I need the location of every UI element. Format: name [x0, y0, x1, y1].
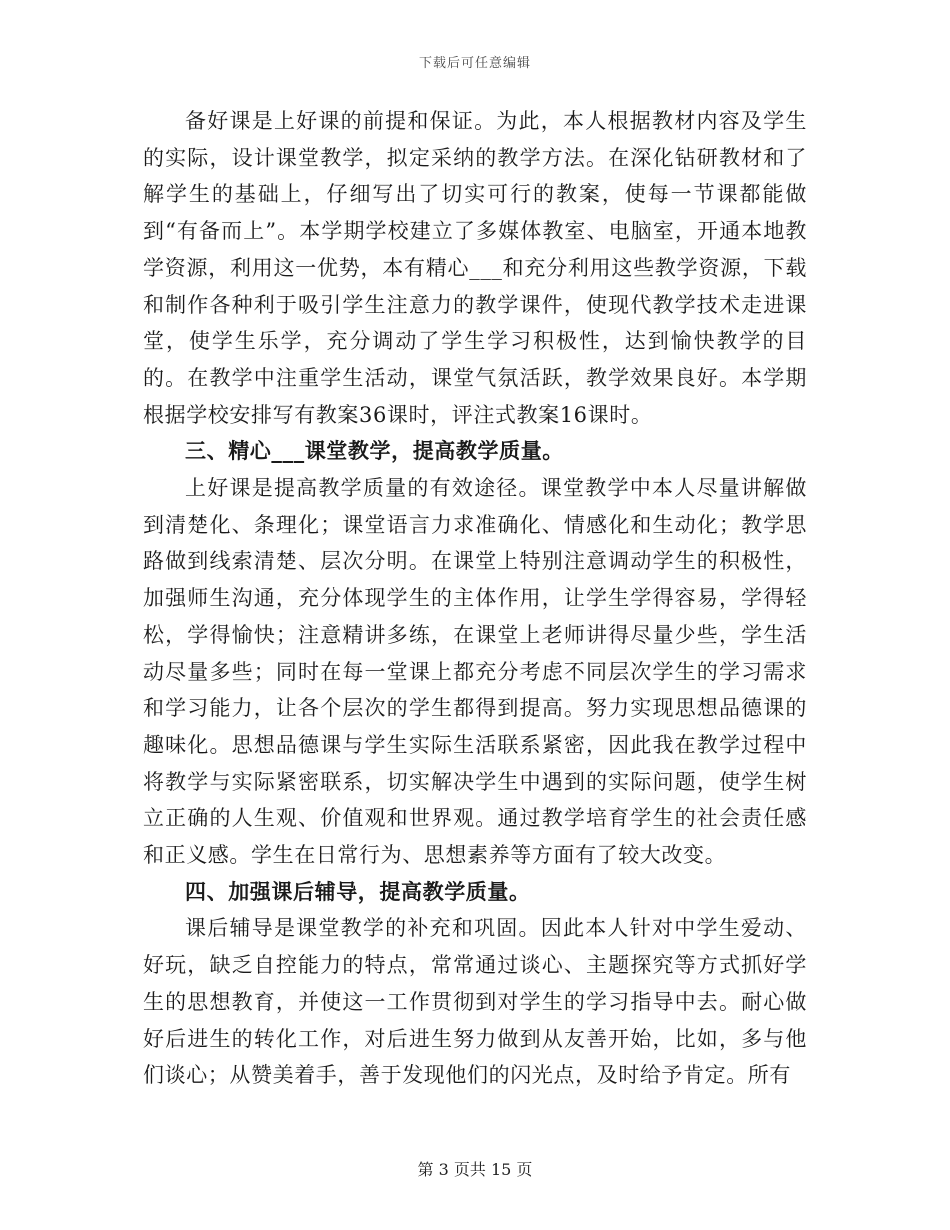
document-body	[143, 103, 807, 1094]
paragraph-after-class-tutoring: 课后辅导是课堂教学的补充和巩固。因此本人针对中学生爱动、好玩，缺乏自控能力的特点，常常通过谈心、主题探究等方式抓好学生的思想教育，并使这一工作贯彻到对学生的学习指导中去。耐心做好后进生的转化工作，对后进生努力做到从友善开始，比如，多与他们谈心；从赞美着手，善于发现他们的闪光点，及时给予肯定。所有	[143, 916, 807, 1088]
section-heading-4: 四、加强课后辅导，提高教学质量。	[185, 878, 531, 904]
section-heading-3: 三、精心___课堂教学，提高教学质量。	[185, 438, 564, 464]
page-header: 下载后可任意编辑	[418, 56, 531, 71]
page-number-footer: 第 3 页共 15 页	[417, 1160, 533, 1179]
paragraph-lesson-prep: 备好课是上好课的前提和保证。为此，本人根据教材内容及学生的实际，设计课堂教学，拟定采纳的教学方法。在深化钻研教材和了解学生的基础上，仔细写出了切实可行的教案，使每一节课都能做到“有备而上”。本学期学校建立了多媒体教室、电脑室，开通本地教学资源，利用这一优势，本有精心___和充分利用这些教学资源，下载和制作各种利于吸引学生注意力的教学课件，使现代教学技术走进课堂，使学生乐学，充分调动了学生学习积极性，达到愉快教学的目的。在教学中注重学生活动，课堂气氛活跃，教学效果良好。本学期根据学校安排写有教案36课时，评注式教案16课时。	[143, 109, 807, 427]
paragraph-classroom-teaching: 上好课是提高教学质量的有效途径。课堂教学中本人尽量讲解做到清楚化、条理化；课堂语言力求准确化、情感化和生动化；教学思路做到线索清楚、层次分明。在课堂上特别注意调动学生的积极性，加强师生沟通，充分体现学生的主体作用，让学生学得容易，学得轻松，学得愉快；注意精讲多练，在课堂上老师讲得尽量少些，学生活动尽量多些；同时在每一堂课上都充分考虑不同层次学生的学习需求和学习能力，让各个层次的学生都得到提高。努力实现思想品德课的趣味化。思想品德课与学生实际生活联系紧密，因此我在教学过程中将教学与实际紧密联系，切实解决学生中遇到的实际问题，使学生树立正确的人生观、价值观和世界观。通过教学培育学生的社会责任感和正义感。学生在日常行为、思想素养等方面有了较大改变。	[143, 476, 807, 868]
